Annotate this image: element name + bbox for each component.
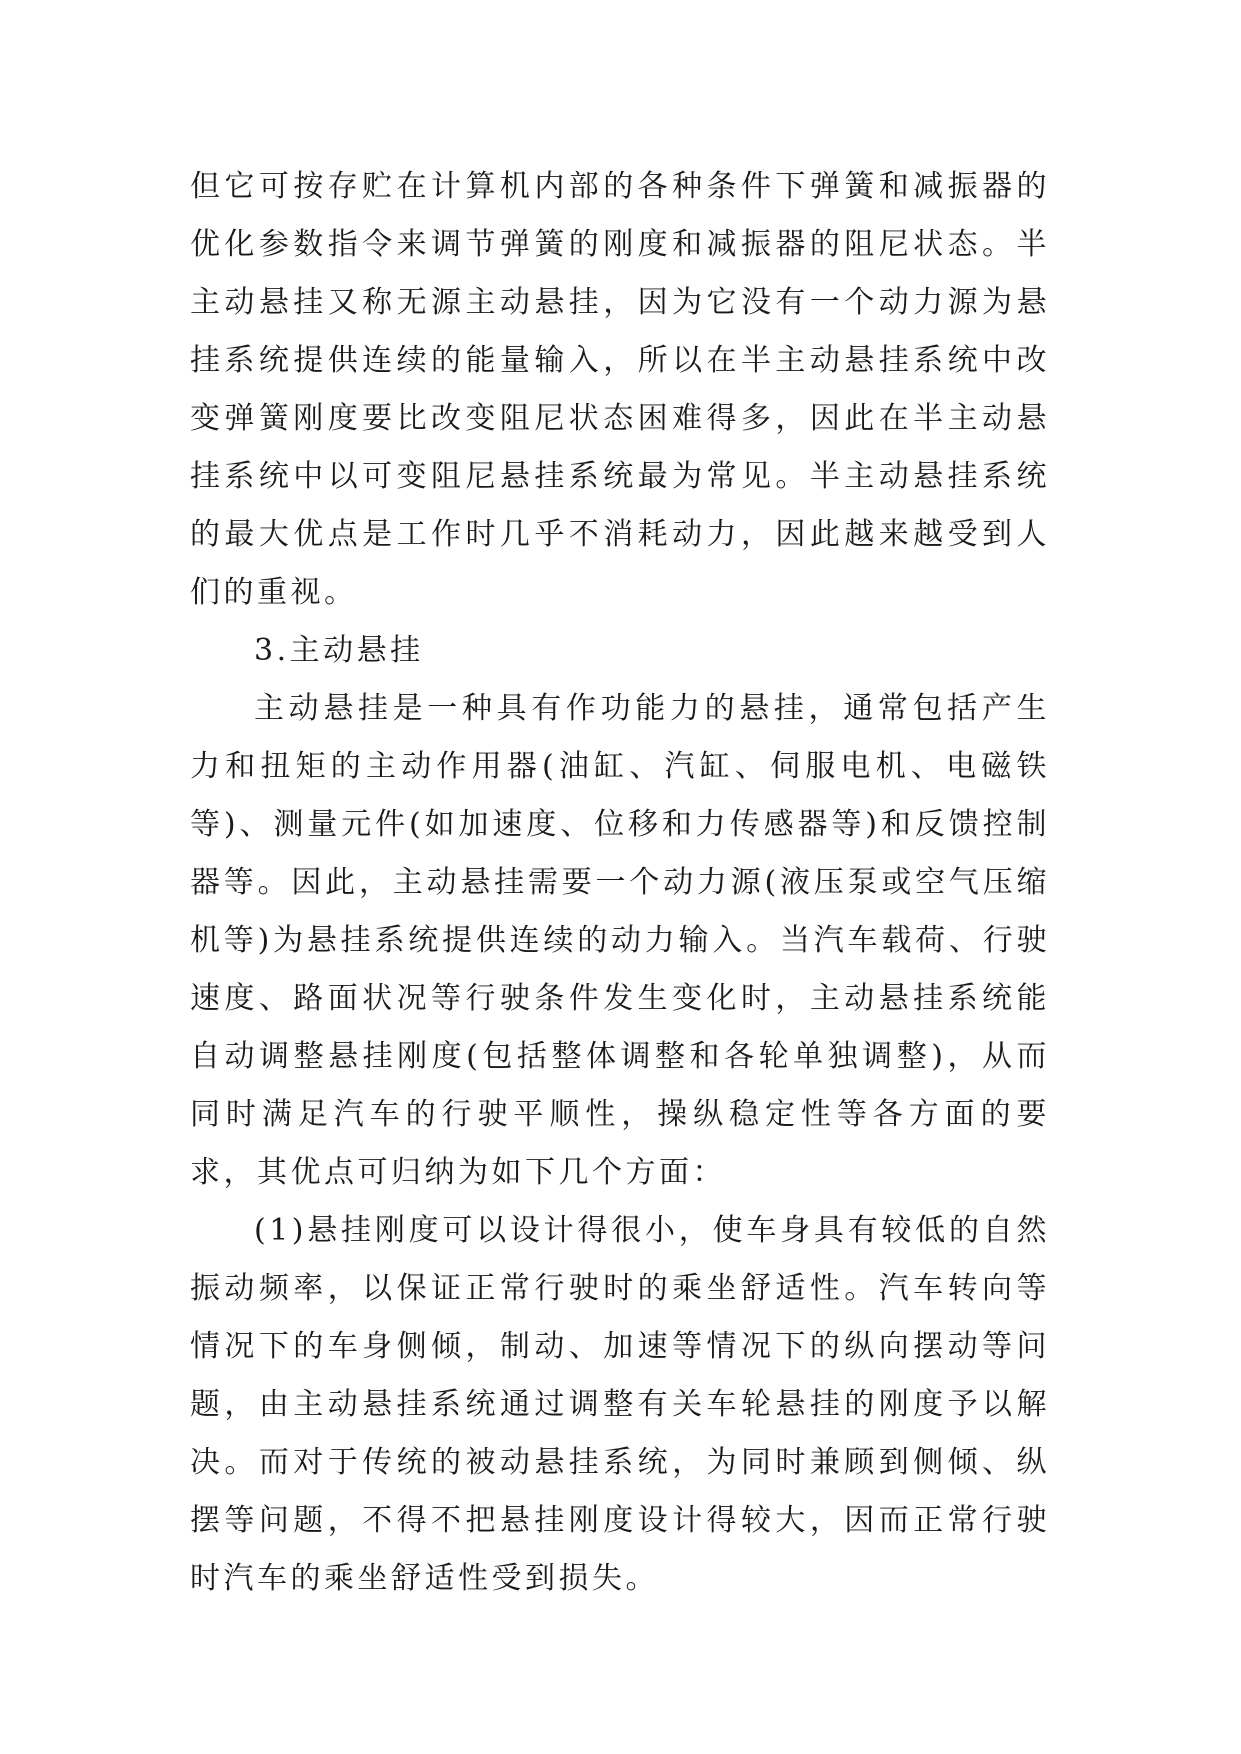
document-body: [190, 158, 1050, 1608]
section-heading-active-suspension: 3.主动悬挂: [254, 633, 424, 668]
paragraph-active-suspension: 主动悬挂是一种具有作功能力的悬挂，通常包括产生力和扭矩的主动作用器(油缸、汽缸、伺服电机、电磁铁等)、测量元件(如加速度、位移和力传感器等)和反馈控制器等。因此，主动悬挂需要一个动力源(液压泵或空气压缩机等)为悬挂系统提供连续的动力输入。当汽车载荷、行驶速度、路面状况等行驶条件发生变化时，主动悬挂系统能自动调整悬挂刚度(包括整体调整和各轮单独调整)，从而同时满足汽车的行驶平顺性，操纵稳定性等各方面的要求，其优点可归纳为如下几个方面：: [190, 691, 1050, 1190]
paragraph-advantage-1: (1)悬挂刚度可以设计得很小，使车身具有较低的自然振动频率，以保证正常行驶时的乘坐舒适性。汽车转向等情况下的车身侧倾，制动、加速等情况下的纵向摆动等问题，由主动悬挂系统通过调整有关车轮悬挂的刚度予以解决。而对于传统的被动悬挂系统，为同时兼顾到侧倾、纵摆等问题，不得不把悬挂刚度设计得较大，因而正常行驶时汽车的乘坐舒适性受到损失。: [190, 1213, 1050, 1596]
paragraph-semi-active-continued: 但它可按存贮在计算机内部的各种条件下弹簧和减振器的优化参数指令来调节弹簧的刚度和减振器的阻尼状态。半主动悬挂又称无源主动悬挂，因为它没有一个动力源为悬挂系统提供连续的能量输入，所以在半主动悬挂系统中改变弹簧刚度要比改变阻尼状态困难得多，因此在半主动悬挂系统中以可变阻尼悬挂系统最为常见。半主动悬挂系统的最大优点是工作时几乎不消耗动力，因此越来越受到人们的重视。: [190, 169, 1050, 610]
